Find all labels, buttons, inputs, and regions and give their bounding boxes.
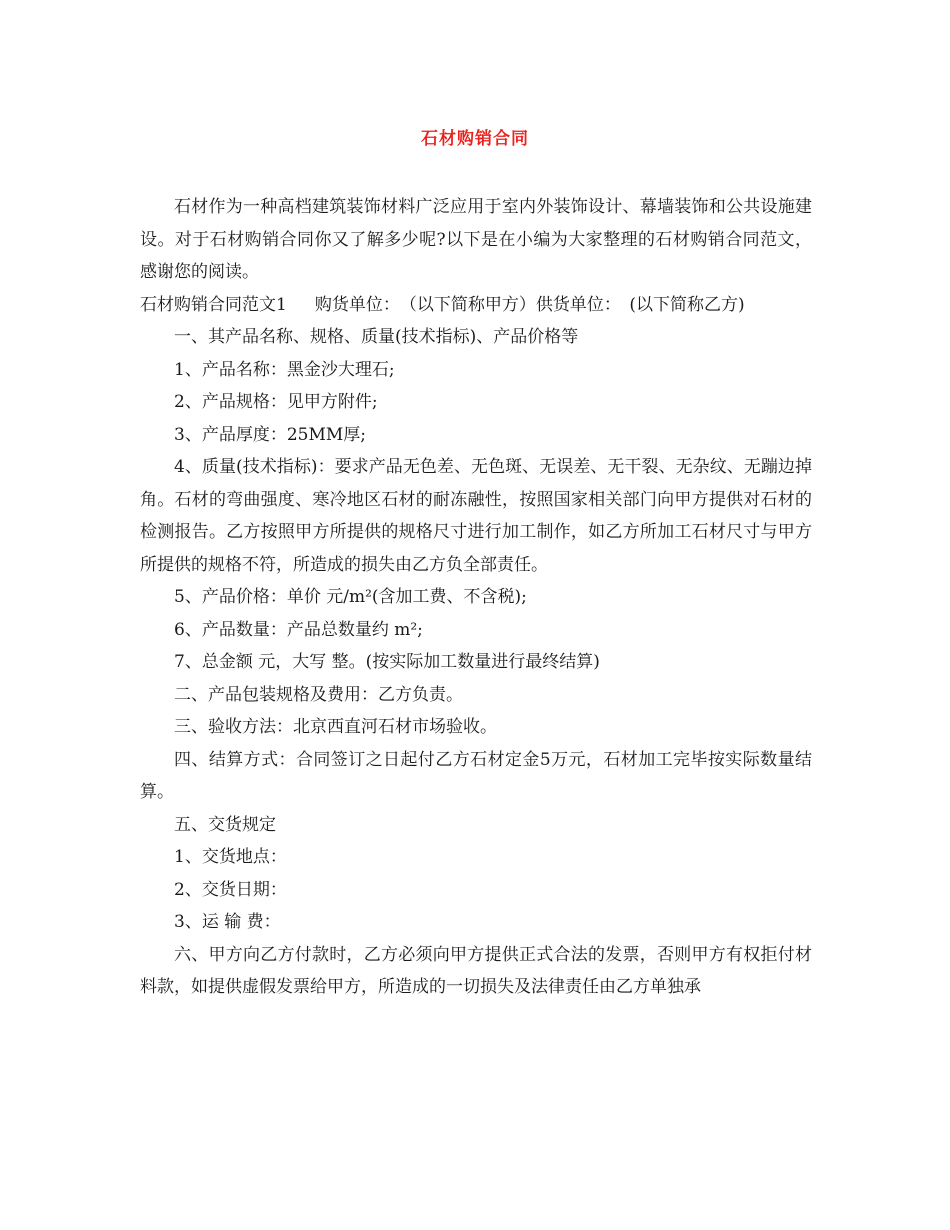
clause-5-1: 1、交货地点： xyxy=(174,847,287,867)
clause-1-2: 2、产品规格：见甲方附件; xyxy=(174,392,378,412)
document-title: 石材购销合同 xyxy=(421,129,529,149)
clause-1-6: 6、产品数量：产品总数量约 m²; xyxy=(174,619,423,640)
clause-1-4: 4、质量(技术指标)：要求产品无色差、无色斑、无误差、无干裂、无杂纹、无蹦边掉角。石材的弯曲强度、寒冷地区石材的耐冻融性，按照国家相关部门向甲方提供对石材的检测报告。乙方按照甲方所提供的规格尺寸进行加工制作，如乙方所加工石材尺寸与甲方所提供的规格不符，所造成的损失由乙方负全部责任。 xyxy=(140,457,812,575)
clause-6: 六、甲方向乙方付款时，乙方必须向甲方提供正式合法的发票，否则甲方有权拒付材料款，如提供虚假发票给甲方，所造成的一切损失及法律责任由乙方单独承 xyxy=(140,944,812,997)
sample-label: 石材购销合同范文1 xyxy=(140,294,287,315)
clause-2: 二、产品包装规格及费用：乙方负责。 xyxy=(174,684,463,705)
clause-1-1: 1、产品名称：黑金沙大理石; xyxy=(174,359,395,380)
clause-1-7: 7、总金额 元，大写 整。(按实际加工数量进行最终结算) xyxy=(174,652,600,672)
clause-1-heading: 一、其产品名称、规格、质量(技术指标)、产品价格等 xyxy=(174,327,579,347)
clause-5-2: 2、交货日期： xyxy=(174,879,287,900)
clause-5-3: 3、运 输 费： xyxy=(174,912,281,932)
clause-3: 三、验收方法：北京西直河石材市场验收。 xyxy=(174,717,497,737)
intro-paragraph: 石材作为一种高档建筑装饰材料广泛应用于室内外装饰设计、幕墙装饰和公共设施建设。对于石材购销合同你又了解多少呢?以下是在小编为大家整理的石材购销合同范文，感谢您的阅读。 xyxy=(140,197,812,282)
contract-header-line xyxy=(140,289,812,322)
parties-line: 购货单位： （以下简称甲方）供货单位： (以下简称乙方) xyxy=(314,294,745,315)
clause-1-3: 3、产品厚度：25MM厚; xyxy=(174,424,366,445)
clause-4: 四、结算方式：合同签订之日起付乙方石材定金5万元，石材加工完毕按实际数量结算。 xyxy=(140,749,812,802)
clause-1-5: 5、产品价格：单价 元/m²(含加工费、不含税); xyxy=(174,587,527,607)
clause-5-heading: 五、交货规定 xyxy=(174,814,276,835)
document-body xyxy=(140,191,812,1004)
